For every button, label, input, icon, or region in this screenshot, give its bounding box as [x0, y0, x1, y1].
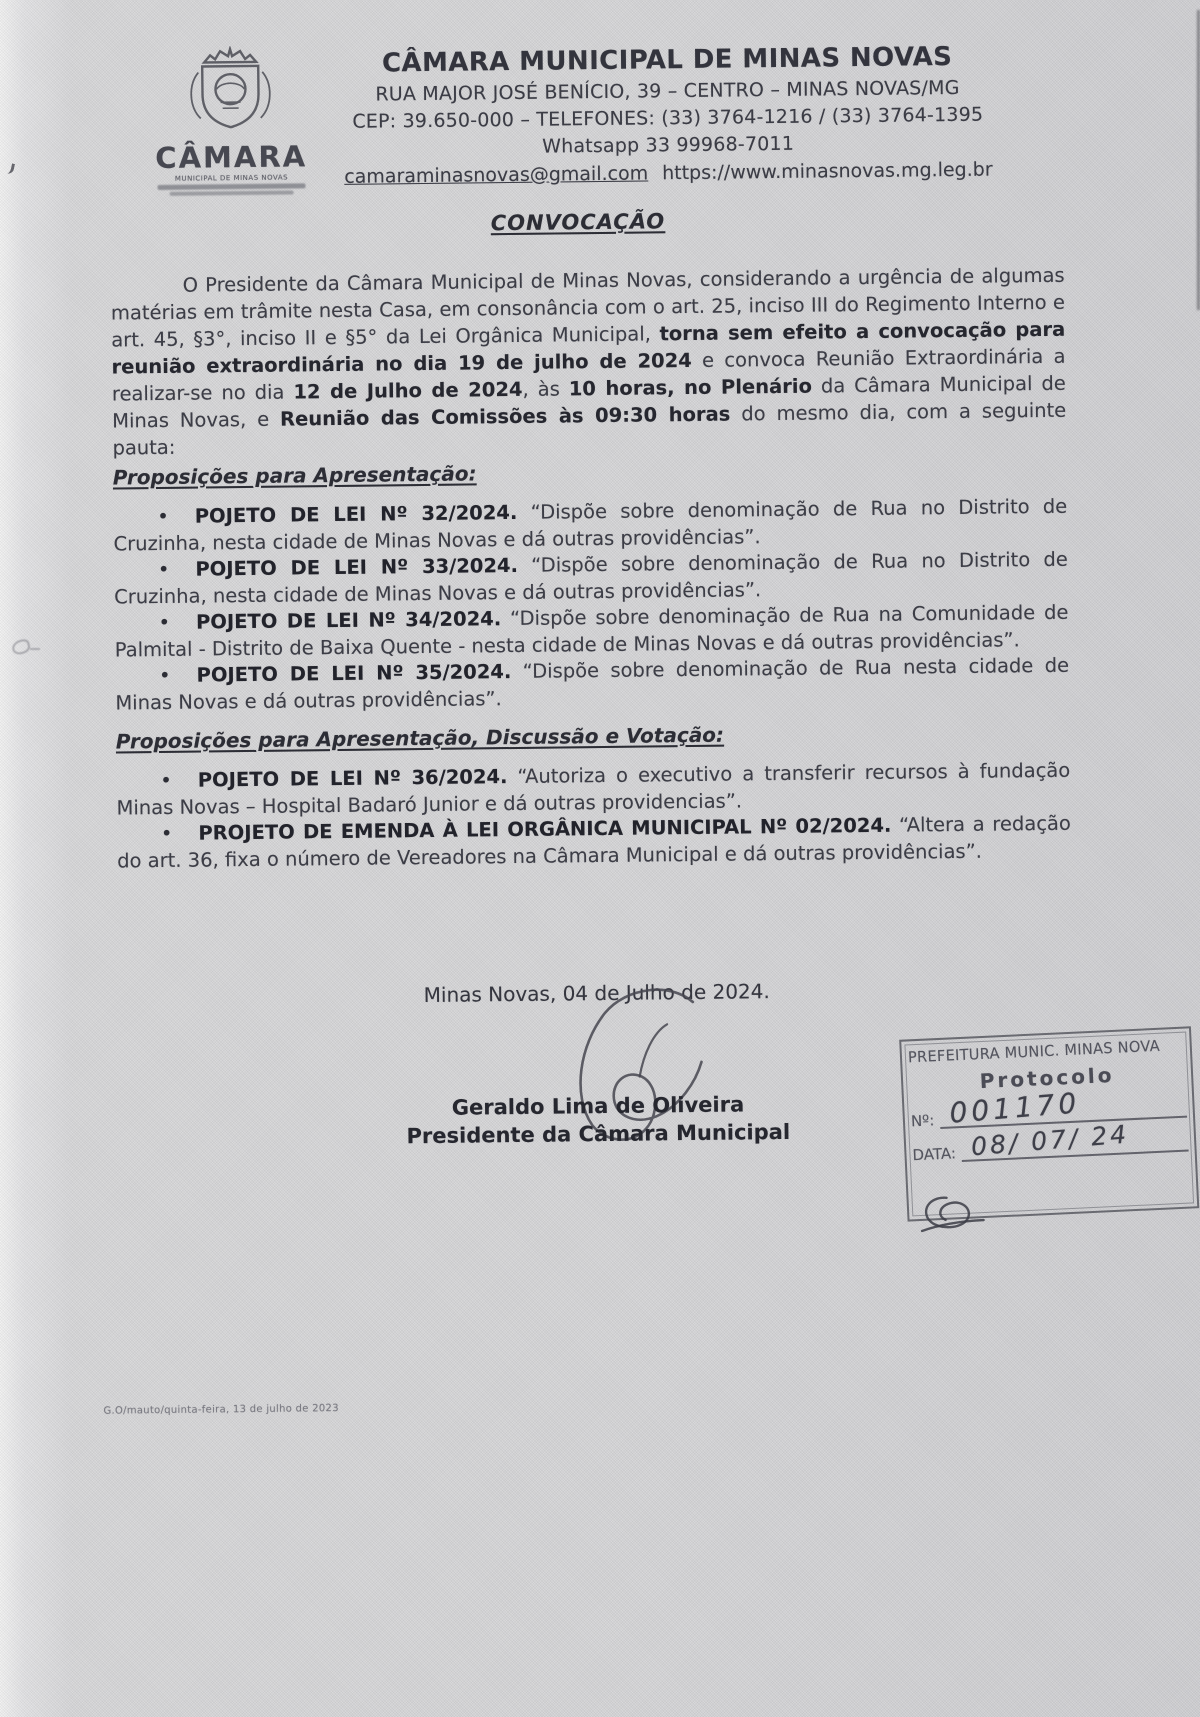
scan-artifact — [30, 648, 40, 650]
section-apresentacao-discussao-votacao — [116, 719, 1072, 875]
stamp-date-handwritten: 08/ 07/ 24 — [970, 1119, 1131, 1162]
document-title: CONVOCAÇÃO — [490, 209, 666, 236]
signer-role: Presidente da Câmara Municipal — [406, 1119, 791, 1149]
section-heading: Proposições para Apresentação, Discussão e Votação: — [115, 722, 725, 754]
agenda-item: • POJETO DE LEI Nº 32/2024. “Dispõe sobre denominação de Rua no Distrito de Cruzinha, nesta cidade de Minas Novas e dá outras providências”. — [113, 494, 1068, 556]
stamp-number-label: Nº: — [910, 1111, 935, 1131]
coat-of-arms-icon — [176, 46, 285, 143]
agenda-item: • POJETO DE LEI Nº 33/2024. “Dispõe sobre denominação de Rua no Distrito de Cruzinha, nesta cidade de Minas Novas e dá outras providências”. — [114, 547, 1068, 609]
org-address: RUA MAJOR JOSÉ BENÍCIO, 39 – CENTRO – MINAS NOVAS/MG — [375, 76, 960, 106]
stamp-date-label: DATA: — [912, 1144, 957, 1165]
intro-paragraph: O Presidente da Câmara Municipal de Minas Novas, considerando a urgência de algumas matérias em trâmite nesta Casa, em consonância com o art. 25, inciso III do Regimento Interno e art. 45, §3°, inciso II e §5° da Lei Orgânica Municipal, torna sem efeito a convocação para reunião extraordinária no dia 19 de julho de 2024 e convoca Reunião Extraordinária a realizar-se no dia 12 de Julho de 2024, às 10 horas, no Plenário da Câmara Municipal de Minas Novas, e Reunião das Comissões às 09:30 horas do mesmo dia, com a seguinte pauta: — [110, 263, 1067, 460]
org-cep-phones: CEP: 39.650-000 – TELEFONES: (33) 3764-1216 / (33) 3764-1395 — [352, 103, 984, 133]
dateline: Minas Novas, 04 de Julho de 2024. — [423, 979, 770, 1008]
stamp-org: PREFEITURA MUNIC. MINAS NOVA — [907, 1036, 1161, 1067]
letterhead — [314, 41, 1022, 188]
logo-word: CÂMARA — [155, 139, 308, 176]
org-name: CÂMARA MUNICIPAL DE MINAS NOVAS — [381, 41, 953, 79]
agenda-item: • PROJETO DE EMENDA À LEI ORGÂNICA MUNICIPAL Nº 02/2024. “Altera a redação do art. 36, fixa o número de Vereadores na Câmara Municipal e dá outras providências”. — [117, 811, 1071, 873]
section-items — [113, 494, 1069, 717]
agenda-item: • POJETO DE LEI Nº 36/2024. “Autoriza o executivo a transferir recursos à fundação Minas Novas – Hospital Badaró Junior e dá outras providencias”. — [116, 758, 1071, 820]
stamp-number-handwritten: 001170 — [948, 1086, 1082, 1130]
signature-block — [343, 1089, 854, 1151]
org-whatsapp: Whatsapp 33 99968-7011 — [542, 132, 795, 158]
logo-motto-smudge — [170, 190, 294, 195]
org-email: camaraminasnovas@gmail.com — [344, 162, 649, 188]
section-items — [116, 758, 1071, 875]
camara-logo — [142, 45, 320, 196]
logo-subtitle: MUNICIPAL DE MINAS NOVAS — [174, 173, 289, 183]
section-heading: Proposições para Apresentação: — [112, 461, 477, 490]
signer-name: Geraldo Lima de Oliveira — [451, 1092, 745, 1120]
org-website: https://www.minasnovas.mg.leg.br — [662, 158, 993, 185]
agenda-item: • POJETO DE LEI Nº 35/2024. “Dispõe sobre denominação de Rua nesta cidade de Minas Novas e dá outras providências”. — [115, 653, 1070, 715]
logo-motto-smudge — [158, 183, 306, 190]
footer-note: G.O/mauto/quinta-feira, 13 de julho de 2023 — [103, 1403, 339, 1417]
stamp-title: Protocolo — [979, 1062, 1115, 1094]
agenda-item: • POJETO DE LEI Nº 34/2024. “Dispõe sobre denominação de Rua na Comunidade de Palmital - Distrito de Baixa Quente - nesta cidade de Minas Novas e dá outras providências”. — [114, 600, 1069, 662]
rubric-initials — [916, 1188, 988, 1235]
protocol-stamp — [899, 1026, 1199, 1221]
section-apresentacao — [113, 455, 1070, 717]
